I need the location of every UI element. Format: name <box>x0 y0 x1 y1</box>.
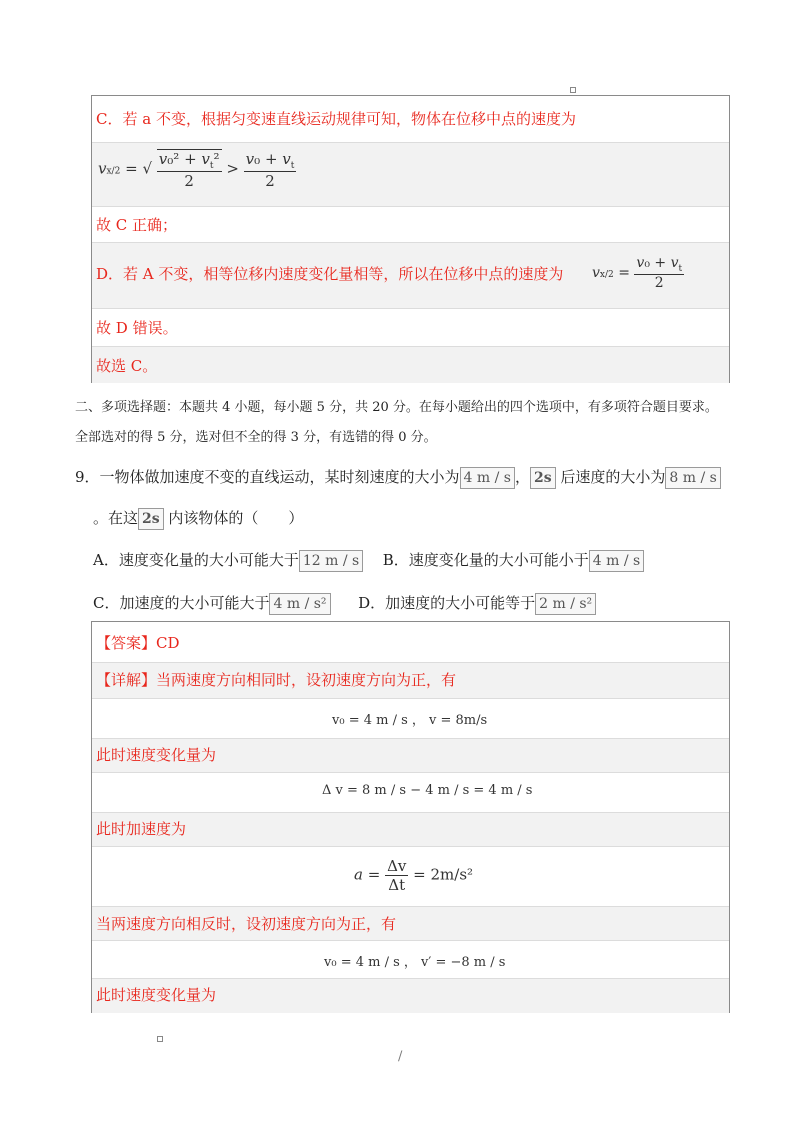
eq1: v₀ = 4 m / s ， v = 8m/s <box>332 713 488 728</box>
row-choose <box>92 346 729 383</box>
row-d <box>92 242 729 309</box>
eq3-rhs: = 2m/s² <box>413 865 474 884</box>
d-wrong: 故 D 错误。 <box>96 319 178 337</box>
row-eq1 <box>92 698 729 739</box>
eq4: v₀ = 4 m / s ， v′ = −8 m / s <box>324 955 506 970</box>
t2-box: 2s <box>138 508 164 530</box>
options-row1 <box>93 549 644 572</box>
v2-box: 8 m / s <box>665 467 720 489</box>
page-mark: / <box>398 1049 403 1064</box>
eq3-lhs: a = <box>354 865 381 884</box>
row-eq3 <box>92 846 729 907</box>
option-b-value: 4 m / s <box>589 550 644 572</box>
stem-a: 9．一物体做加速度不变的直线运动，某时刻速度的大小为 <box>75 468 460 486</box>
option-a[interactable] <box>93 551 363 569</box>
answer-box-q9 <box>91 621 730 1013</box>
top-marker <box>570 87 576 93</box>
row-c-correct <box>92 206 729 243</box>
row-eq2 <box>92 772 729 813</box>
bottom-marker <box>157 1036 163 1042</box>
option-d-text: D．加速度的大小可能等于 <box>358 594 536 612</box>
row-opposite <box>92 906 729 941</box>
row-c <box>92 96 729 142</box>
option-b-text: B．速度变化量的大小可能小于 <box>382 551 589 569</box>
row-answer <box>92 622 729 662</box>
question-stem-line1 <box>75 466 721 489</box>
eq2: Δ v = 8 m / s − 4 m / s = 4 m / s <box>322 783 533 798</box>
option-c-text: C．加速度的大小可能大于 <box>93 594 270 612</box>
option-a-value: 12 m / s <box>299 550 363 572</box>
delta-label-2: 此时速度变化量为 <box>96 986 217 1004</box>
question-stem-line2 <box>93 507 303 530</box>
eq3-den: Δt <box>385 875 408 894</box>
row-delta-label <box>92 738 729 773</box>
line-d: D．若 A 不变，相等位移内速度变化量相等，所以在位移中点的速度为 <box>96 265 564 283</box>
stem-d: 内该物体的（ ） <box>168 509 304 527</box>
eq3-num: Δv <box>387 857 407 875</box>
row-formula-c <box>92 142 729 207</box>
v1-box: 4 m / s <box>460 467 515 489</box>
option-d[interactable] <box>358 594 596 612</box>
options-row2 <box>93 592 596 615</box>
comma: ， <box>514 468 530 486</box>
section-title-line2: 全部选对的得 5 分，选对但不全的得 3 分，有选错的得 0 分。 <box>75 430 437 445</box>
option-d-value: 2 m / s² <box>535 593 596 615</box>
row-eq4 <box>92 940 729 979</box>
option-c[interactable] <box>93 594 331 612</box>
line-c: C．若 a 不变，根据匀变速直线运动规律可知，物体在位移中点的速度为 <box>96 110 576 128</box>
option-a-text: A．速度变化量的大小可能大于 <box>93 551 299 569</box>
formula-c: vx/2 = √ $\frac{v_0^2 + v_t^2}{2}$ > $\frac{v_0 + v_t}{2}$ <box>98 149 295 190</box>
acc-label: 此时加速度为 <box>96 820 187 838</box>
delta-label: 此时速度变化量为 <box>96 746 217 764</box>
row-acc-label <box>92 812 729 847</box>
row-detail <box>92 662 729 699</box>
row-d-wrong <box>92 308 729 347</box>
option-c-value: 4 m / s² <box>269 593 330 615</box>
choose-c: 故选 C。 <box>96 357 158 375</box>
answer-box-previous <box>91 95 730 383</box>
answer-label: 【答案】CD <box>96 634 180 652</box>
stem-c: 。在这 <box>93 509 139 527</box>
section-title-line1: 二、多项选择题：本题共 4 小题，每小题 5 分，共 20 分。在每小题给出的四个选项中，有多项符合题目要求。 <box>75 400 718 415</box>
stem-b: 后速度的大小为 <box>560 468 666 486</box>
c-correct: 故 C 正确； <box>96 216 178 234</box>
option-b[interactable] <box>383 551 644 569</box>
opposite-text: 当两速度方向相反时，设初速度方向为正，有 <box>96 915 397 933</box>
row-delta-label2 <box>92 978 729 1013</box>
eq3 <box>354 857 473 894</box>
t1-box: 2s <box>530 467 556 489</box>
detail-text: 【详解】当两速度方向相同时，设初速度方向为正，有 <box>96 671 457 689</box>
formula-d: vx/2 = $\frac{v_0 + v_t}{2}$ <box>592 255 683 291</box>
